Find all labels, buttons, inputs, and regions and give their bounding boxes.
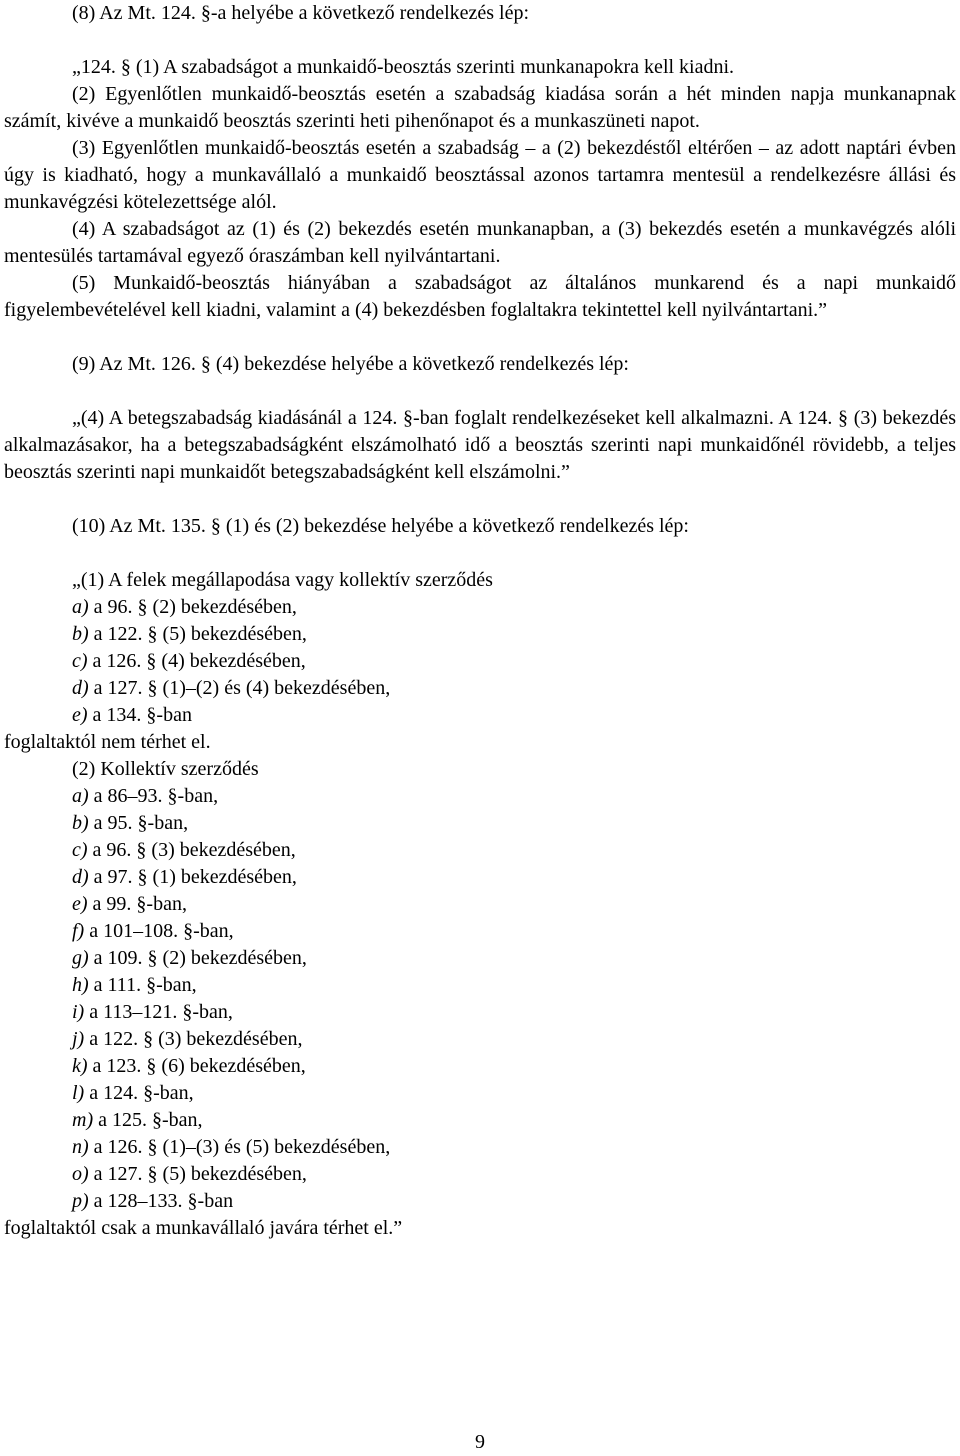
list-item — [4, 837, 956, 864]
list-item-text: a 128–133. §-ban — [88, 1190, 234, 1212]
list-item-text: a 122. § (3) bekezdésében, — [84, 1028, 303, 1050]
list-item-letter: i) — [72, 1001, 85, 1023]
list-item-text: a 127. § (1)–(2) és (4) bekezdésében, — [88, 677, 391, 699]
section-124-para-2: (2) Egyenlőtlen munkaidő-beosztás esetén a szabadság kiadása során a hét minden napja munkanapnak számít, kivéve a munkaidő beosztás szerinti heti pihenőnapot és a munkaszüneti napot. — [4, 83, 956, 132]
section-135-para-2-head: (2) Kollektív szerződés — [72, 758, 259, 780]
list-item — [4, 675, 956, 702]
spacer — [4, 324, 956, 351]
list-item-text: a 111. §-ban, — [88, 974, 197, 996]
list-item-letter: a) — [72, 785, 89, 807]
section-135-para-2-tail: foglaltaktól csak a munkavállaló javára térhet el.” — [4, 1217, 403, 1239]
list-item-text: a 134. §-ban — [87, 704, 192, 726]
list-item-letter: n) — [72, 1136, 89, 1158]
list-item — [4, 810, 956, 837]
list-item — [4, 702, 956, 729]
list-item-text: a 113–121. §-ban, — [84, 1001, 233, 1023]
amendment-10-intro: (10) Az Mt. 135. § (1) és (2) bekezdése helyébe a következő rendelkezés lép: — [72, 515, 689, 537]
list-item-letter: h) — [72, 974, 89, 996]
section-126-para-4: „(4) A betegszabadság kiadásánál a 124. §-ban foglalt rendelkezéseket kell alkalmazni. A 124. § (3) bekezdés alkalmazásakor, ha a betegszabadságként elszámolható idő a beosztás szerinti napi munkaidőnél rövidebb, a teljes beosztás szerinti napi munkaidőt betegszabadságként kell elszámolni.” — [4, 407, 956, 483]
list-item-text: a 123. § (6) bekezdésében, — [87, 1055, 306, 1077]
list-item-letter: d) — [72, 866, 89, 888]
amendment-9-intro: (9) Az Mt. 126. § (4) bekezdése helyébe a következő rendelkezés lép: — [72, 353, 629, 375]
list-item — [4, 972, 956, 999]
section-135-para-1-list — [4, 594, 956, 729]
section-124-para-1: „124. § (1) A szabadságot a munkaidő-beosztás szerinti munkanapokra kell kiadni. — [72, 56, 735, 78]
list-item-text: a 124. §-ban, — [84, 1082, 194, 1104]
list-item-text: a 95. §-ban, — [88, 812, 189, 834]
document-page — [4, 0, 956, 1242]
list-item-text: a 99. §-ban, — [87, 893, 187, 915]
list-item-letter: d) — [72, 677, 89, 699]
list-item-letter: e) — [72, 704, 88, 726]
list-item — [4, 594, 956, 621]
list-item-letter: j) — [72, 1028, 85, 1050]
section-135-para-1-tail: foglaltaktól nem térhet el. — [4, 731, 211, 753]
list-item-letter: l) — [72, 1082, 85, 1104]
list-item — [4, 1134, 956, 1161]
list-item-letter: p) — [72, 1190, 89, 1212]
section-124-para-4: (4) A szabadságot az (1) és (2) bekezdés esetén munkanapban, a (3) bekezdés esetén a munkavégzés alóli mentesülés tartamával egyező óraszámban kell nyilvántartani. — [4, 218, 956, 267]
list-item-text: a 126. § (1)–(3) és (5) bekezdésében, — [88, 1136, 391, 1158]
list-item-text: a 125. §-ban, — [93, 1109, 203, 1131]
list-item-letter: a) — [72, 596, 89, 618]
list-item-letter: e) — [72, 893, 88, 915]
list-item-letter: o) — [72, 1163, 89, 1185]
section-124-para-3: (3) Egyenlőtlen munkaidő-beosztás esetén a szabadság – a (2) bekezdéstől eltérően – az adott naptári évben úgy is kiadható, hogy a munkavállaló a munkaidő beosztással azonos tartamra mentesül a rendelkezésre állási és munkavégzési kötelezettsége alól. — [4, 137, 956, 213]
list-item — [4, 1161, 956, 1188]
amendment-8-intro: (8) Az Mt. 124. §-a helyébe a következő rendelkezés lép: — [72, 2, 530, 24]
spacer — [4, 540, 956, 567]
list-item-text: a 126. § (4) bekezdésében, — [87, 650, 306, 672]
section-135-para-1-head: „(1) A felek megállapodása vagy kollektív szerződés — [72, 569, 493, 591]
page-number: 9 — [475, 1431, 485, 1453]
list-item — [4, 918, 956, 945]
spacer — [4, 378, 956, 405]
list-item-text: a 101–108. §-ban, — [84, 920, 234, 942]
list-item-text: a 86–93. §-ban, — [88, 785, 219, 807]
list-item-letter: m) — [72, 1109, 94, 1131]
spacer — [4, 27, 956, 54]
list-item-text: a 96. § (2) bekezdésében, — [88, 596, 297, 618]
list-item-letter: b) — [72, 812, 89, 834]
list-item — [4, 999, 956, 1026]
list-item-text: a 97. § (1) bekezdésében, — [88, 866, 297, 888]
list-item — [4, 1026, 956, 1053]
list-item-text: a 109. § (2) bekezdésében, — [88, 947, 307, 969]
list-item-letter: f) — [72, 920, 85, 942]
list-item — [4, 945, 956, 972]
list-item — [4, 891, 956, 918]
section-135-para-2-list — [4, 783, 956, 1215]
list-item-letter: g) — [72, 947, 89, 969]
list-item — [4, 1080, 956, 1107]
section-124-para-5: (5) Munkaidő-beosztás hiányában a szabadságot az általános munkarend és a napi munkaidő figyelembevételével kell kiadni, valamint a (4) bekezdésben foglaltakra tekintettel kell nyilvántartani.” — [4, 272, 956, 321]
list-item — [4, 1188, 956, 1215]
list-item-text: a 96. § (3) bekezdésében, — [87, 839, 296, 861]
list-item — [4, 648, 956, 675]
spacer — [4, 486, 956, 513]
list-item — [4, 1053, 956, 1080]
list-item-text: a 122. § (5) bekezdésében, — [88, 623, 307, 645]
list-item — [4, 864, 956, 891]
list-item — [4, 621, 956, 648]
list-item-letter: k) — [72, 1055, 88, 1077]
list-item-letter: c) — [72, 650, 88, 672]
list-item-text: a 127. § (5) bekezdésében, — [88, 1163, 307, 1185]
list-item-letter: c) — [72, 839, 88, 861]
list-item — [4, 783, 956, 810]
list-item — [4, 1107, 956, 1134]
list-item-letter: b) — [72, 623, 89, 645]
